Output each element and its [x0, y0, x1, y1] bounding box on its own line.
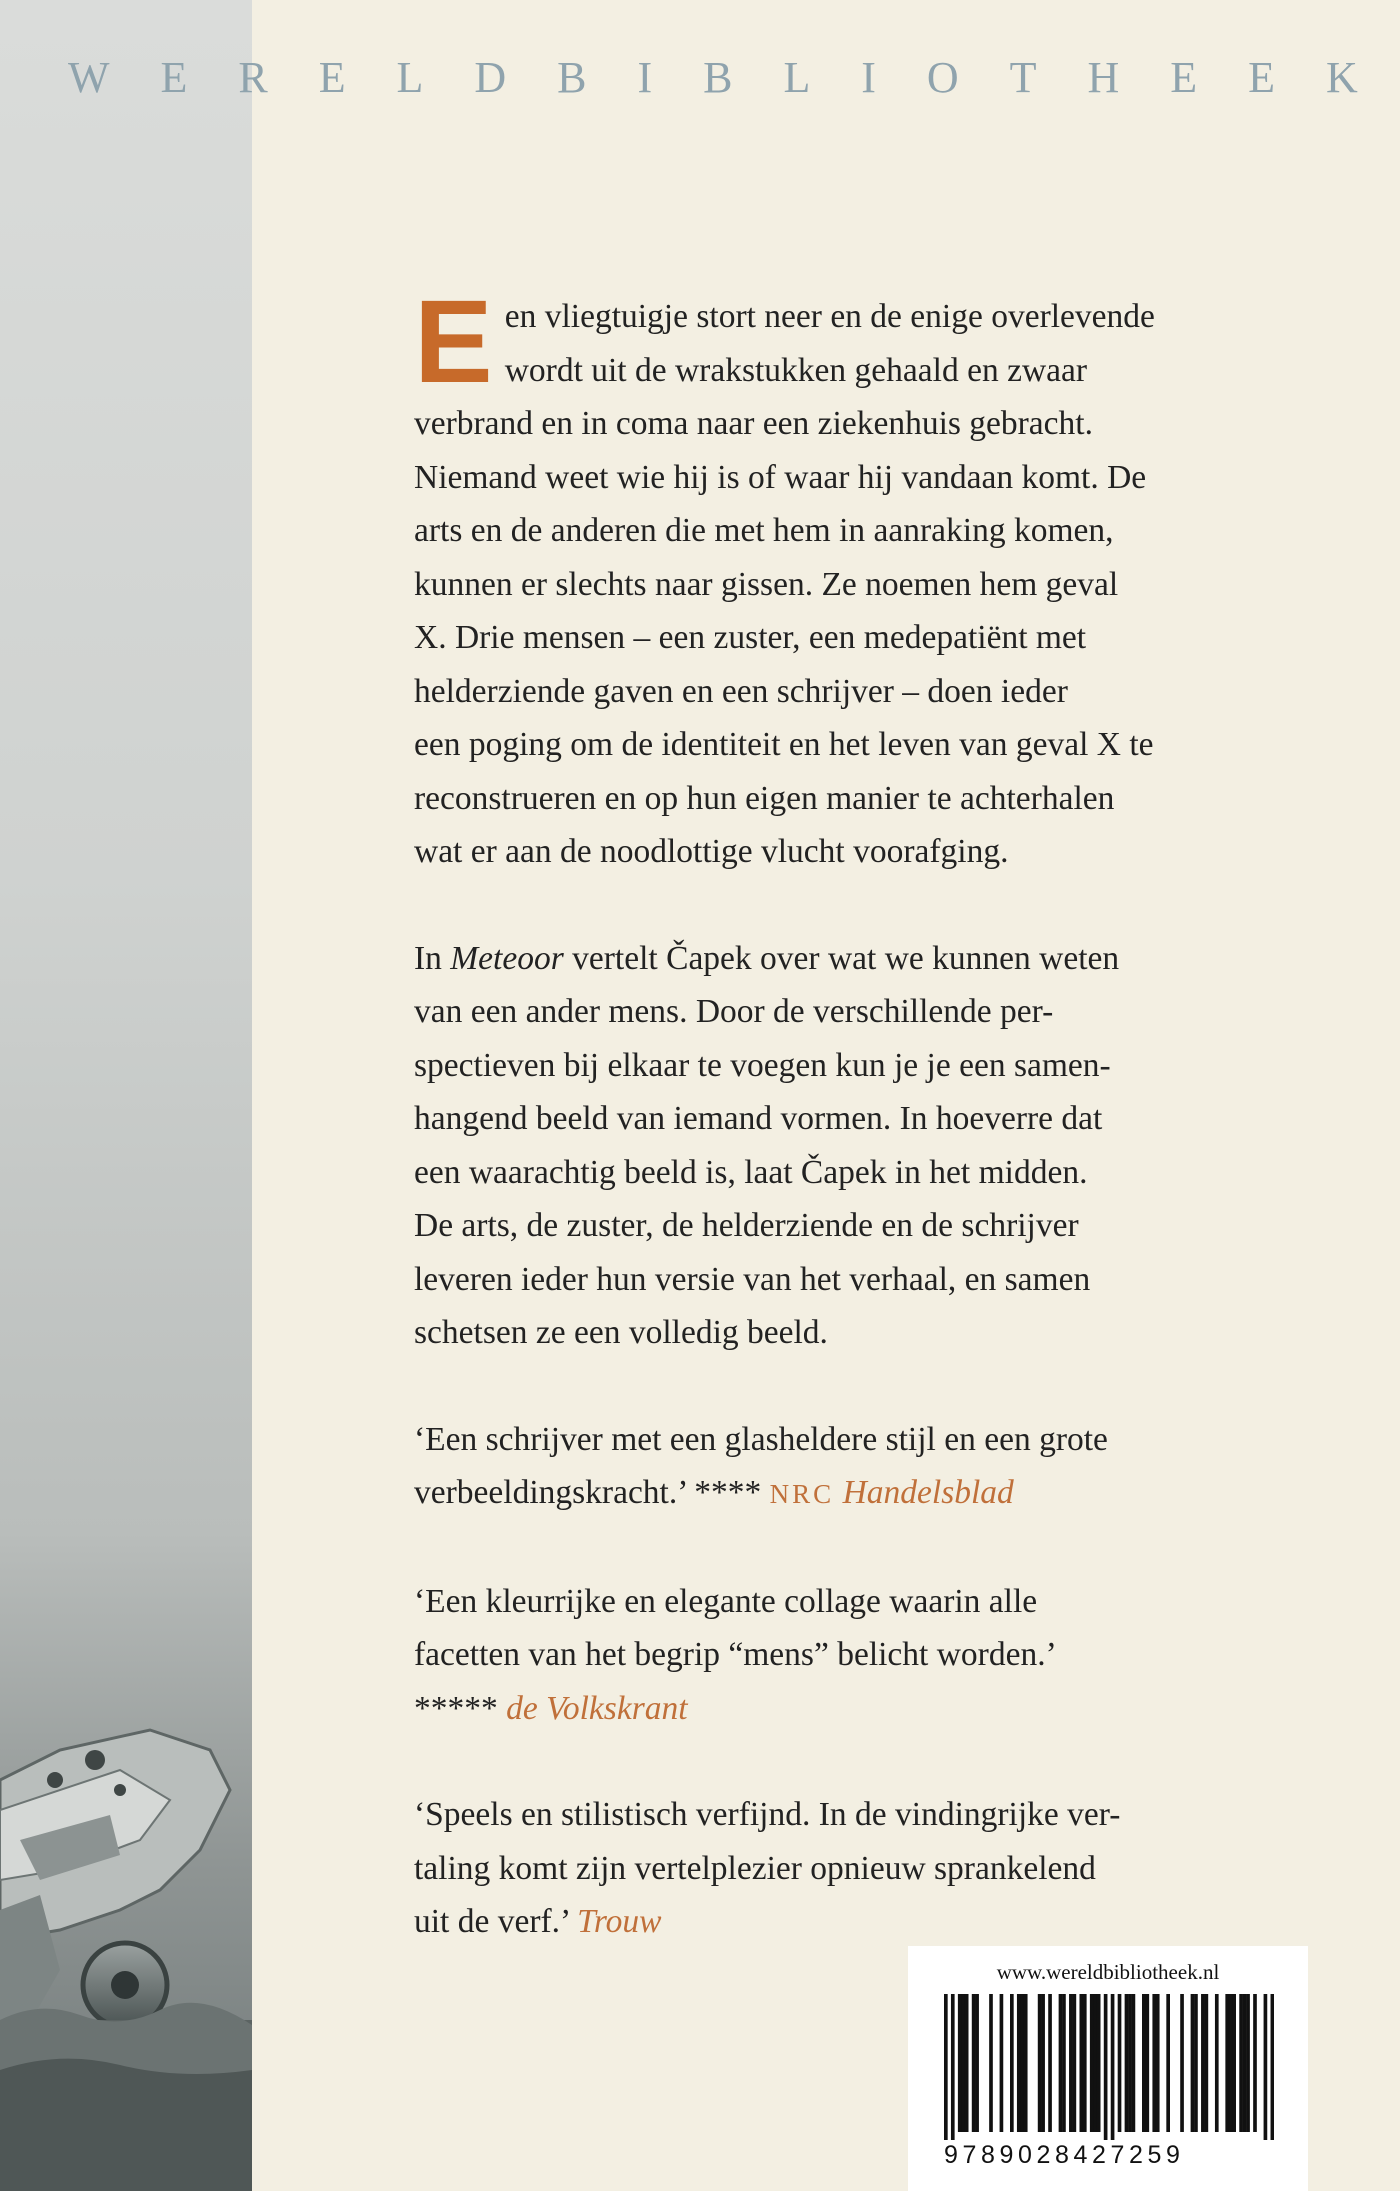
barcode-bar — [1062, 1994, 1066, 2132]
back-cover-text — [414, 276, 1264, 2002]
review-source: Handelsblad — [842, 1474, 1014, 1511]
book-title: Meteoor — [450, 939, 564, 977]
summary-line: een waarachtig beeld is, laat Čapek in het midden. — [414, 1153, 1088, 1191]
isbn-barcode — [944, 1994, 1274, 2140]
barcode-bar — [1142, 1994, 1146, 2132]
barcode-bar — [1201, 1994, 1205, 2132]
summary-line: De arts, de zuster, de helderziende en de schrijver — [414, 1207, 1079, 1244]
barcode-bar — [965, 1994, 969, 2132]
barcode-bar — [1125, 1994, 1129, 2132]
review-quote-nrc: ‘Een schrijver met een glasheldere stijl en een grote verbeeldingskracht.’ **** NRC Handelsblad — [414, 1420, 1108, 1511]
barcode-bar — [1194, 1994, 1198, 2132]
barcode-bar — [1048, 1994, 1052, 2132]
barcode-bar — [1246, 1994, 1250, 2132]
barcode-bar — [1111, 1994, 1115, 2140]
barcode-bar — [1191, 1994, 1195, 2132]
barcode-bar — [1156, 1994, 1160, 2132]
publisher-url: www.wereldbibliotheek.nl — [996, 1960, 1220, 1984]
series-letter: L — [783, 53, 811, 102]
series-letter: E — [160, 53, 188, 102]
barcode-bar — [1093, 1994, 1097, 2132]
review-source: de Volkskrant — [506, 1689, 688, 1727]
barcode-bar — [961, 1994, 965, 2132]
barcode-bar — [1132, 1994, 1136, 2132]
barcode-bar — [1097, 1994, 1101, 2132]
review-source-caps: NRC — [769, 1479, 835, 1509]
intro-paragraph — [414, 276, 1264, 879]
review-source: Trouw — [577, 1903, 662, 1940]
intro-line: arts en de anderen die met hem in aanraking komen, — [414, 512, 1114, 549]
barcode-bar — [1229, 1994, 1233, 2132]
series-letter: E — [318, 53, 346, 102]
isbn-number: 9789028427259 — [944, 2141, 1185, 2169]
intro-line: Niemand weet wie hij is of waar hij vandaan komt. De — [414, 458, 1147, 496]
review-quote-trouw: ‘Speels en stilistisch verfijnd. In de vindingrijke ver- taling komt zijn vertelplezier opnieuw sprankelend uit de verf.’ Trouw — [414, 1796, 1121, 1940]
plane-wreck-image — [0, 1640, 252, 2191]
intro-line: helderziende gaven en een schrijver – doen ieder — [414, 672, 1068, 710]
barcode-bar — [1017, 1994, 1021, 2132]
barcode-bar — [1038, 1994, 1042, 2132]
series-letter: D — [474, 53, 507, 102]
barcode-bar — [1239, 1994, 1243, 2132]
drop-cap: E — [414, 276, 493, 408]
barcode-bar — [1041, 1994, 1045, 2132]
barcode-bar — [958, 1994, 962, 2132]
barcode-bar — [975, 1994, 979, 2132]
barcode-bar — [1118, 1994, 1122, 2132]
summary-paragraph — [414, 932, 1264, 1360]
barcode-bar — [1243, 1994, 1247, 2132]
series-letter: E — [1170, 53, 1198, 102]
intro-line: verbrand en in coma naar een ziekenhuis gebracht. — [414, 405, 1093, 442]
barcode-panel — [908, 1946, 1308, 2191]
barcode-bar — [1104, 1994, 1108, 2140]
barcode-bar — [1020, 1994, 1024, 2132]
cover-photo-strip — [0, 0, 252, 2191]
barcode-bar — [1079, 1994, 1083, 2132]
barcode-bar — [989, 1994, 993, 2132]
intro-line: X. Drie mensen – een zuster, een medepatiënt met — [414, 619, 1087, 656]
barcode-bar — [944, 1994, 948, 2140]
barcode-bar — [1073, 1994, 1077, 2132]
series-title — [68, 52, 1358, 103]
barcode-bar — [1180, 1994, 1184, 2132]
barcode-bar — [1128, 1994, 1132, 2132]
barcode-bar — [1083, 1994, 1087, 2132]
series-letter: B — [703, 53, 733, 102]
series-letter: T — [1009, 53, 1037, 102]
series-letter: K — [1326, 53, 1358, 102]
series-letter: O — [926, 53, 959, 102]
barcode-bar — [1000, 1994, 1004, 2132]
barcode-bar — [1205, 1994, 1209, 2132]
series-letter: W — [68, 53, 110, 102]
barcode-bar — [1152, 1994, 1156, 2132]
series-letter: R — [238, 53, 268, 102]
review-quote-volkskrant: ‘Een kleurrijke en elegante collage waarin alle facetten van het begrip “mens” belicht worden.’ ***** de Volkskrant — [414, 1582, 1057, 1727]
barcode-bar — [972, 1994, 976, 2132]
series-letter: I — [861, 53, 876, 102]
barcode-bar — [1225, 1994, 1229, 2132]
series-letter: L — [396, 53, 424, 102]
barcode-bar — [1232, 1994, 1236, 2132]
barcode-bar — [1166, 1994, 1170, 2132]
intro-line: wordt uit de wrakstukken gehaald en zwaar — [504, 351, 1088, 389]
barcode-bar — [951, 1994, 955, 2140]
barcode-bar — [1024, 1994, 1028, 2132]
intro-line: kunnen er slechts naar gissen. Ze noemen hem geval — [414, 565, 1119, 603]
barcode-bar — [1264, 1994, 1268, 2140]
barcode-bar — [1145, 1994, 1149, 2132]
summary-line: hangend beeld van iemand vormen. In hoeverre dat — [414, 1100, 1103, 1137]
intro-line: een poging om de identiteit en het leven van geval X te — [414, 726, 1154, 763]
summary-line: spectieven bij elkaar te voegen kun je je een samen- — [414, 1046, 1111, 1084]
series-letter: E — [1248, 53, 1276, 102]
summary-line: schetsen ze een volledig beeld. — [414, 1314, 828, 1351]
barcode-bar — [1215, 1994, 1219, 2132]
barcode-bar — [1069, 1994, 1073, 2132]
barcode-bar — [1090, 1994, 1094, 2132]
barcode-bar — [1010, 1994, 1014, 2132]
barcode-bar — [1253, 1994, 1257, 2132]
intro-line: reconstrueren en op hun eigen manier te achterhalen — [414, 779, 1115, 817]
barcode-bar — [1059, 1994, 1063, 2132]
intro-line: en vliegtuigje stort neer en de enige overlevende — [504, 298, 1155, 335]
summary-line: van een ander mens. Door de verschillende per- — [414, 993, 1054, 1030]
series-letter: I — [637, 53, 653, 102]
summary-line: leveren ieder hun versie van het verhaal, en samen — [414, 1260, 1091, 1298]
summary-line: In Meteoor vertelt Čapek over wat we kunnen weten — [414, 939, 1120, 977]
series-letter: H — [1087, 53, 1120, 102]
series-letter: B — [557, 53, 587, 102]
intro-line: wat er aan de noodlottige vlucht voorafging. — [414, 833, 1009, 870]
barcode-bar — [1271, 1994, 1274, 2140]
